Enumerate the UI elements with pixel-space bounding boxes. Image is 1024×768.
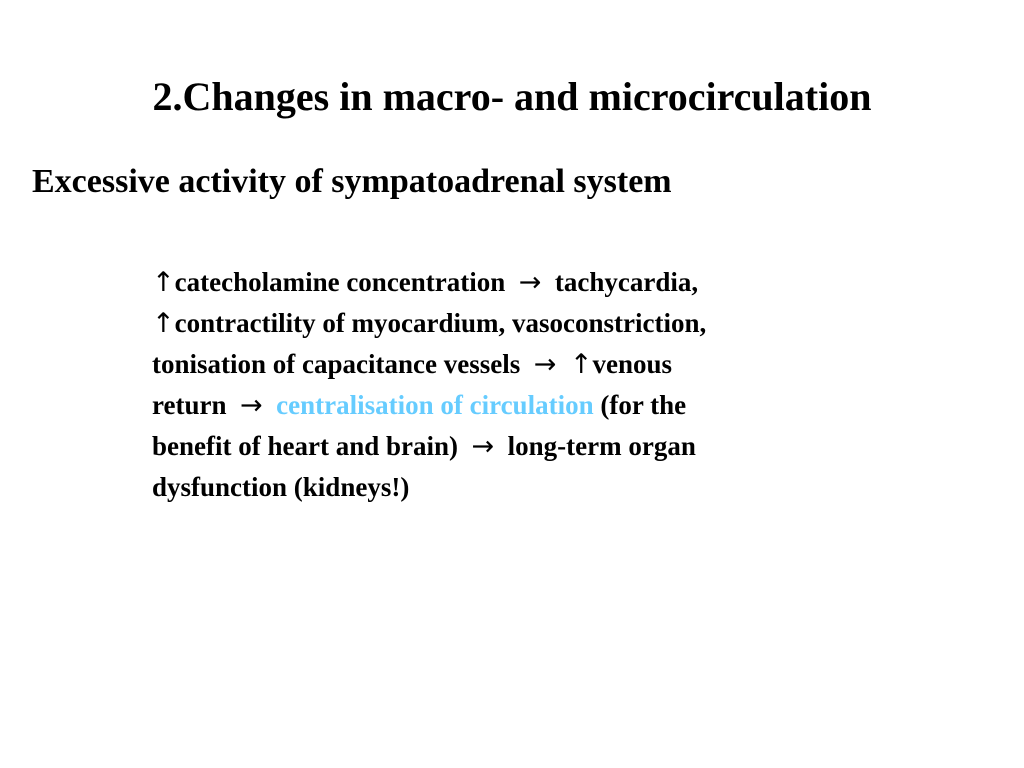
body-line-1 [152, 262, 872, 303]
body-line-4 [152, 385, 872, 426]
body-text: tonisation of capacitance vessels [152, 349, 534, 379]
highlighted-term: centralisation of circulation [276, 390, 594, 420]
body-paragraph [152, 262, 872, 508]
body-text: long-term organ [494, 431, 696, 461]
body-line-2 [152, 303, 872, 344]
body-text: dysfunction (kidneys!) [152, 472, 410, 502]
spacer [556, 349, 570, 379]
right-arrow-icon: → [533, 349, 557, 380]
body-text: (for the [593, 390, 687, 420]
body-text: tachycardia, [541, 267, 699, 297]
body-text: contractility of myocardium, vasoconstriction, [174, 308, 707, 338]
up-arrow-icon: ↑ [152, 308, 175, 339]
slide-subtitle: Excessive activity of sympatoadrenal system [32, 163, 672, 200]
body-line-6 [152, 467, 872, 508]
right-arrow-icon: → [471, 431, 495, 462]
body-text: return [152, 390, 240, 420]
body-text: catecholamine concentration [174, 267, 519, 297]
up-arrow-icon: ↑ [152, 267, 175, 298]
right-arrow-icon: → [240, 390, 263, 421]
up-arrow-icon: ↑ [569, 349, 593, 380]
body-line-5 [152, 426, 872, 467]
body-text: benefit of heart and brain) [152, 431, 472, 461]
slide-title: 2.Changes in macro- and microcirculation [152, 74, 872, 119]
spacer [263, 390, 277, 420]
body-line-3 [152, 344, 872, 385]
body-text: venous [592, 349, 672, 379]
right-arrow-icon: → [518, 267, 542, 298]
